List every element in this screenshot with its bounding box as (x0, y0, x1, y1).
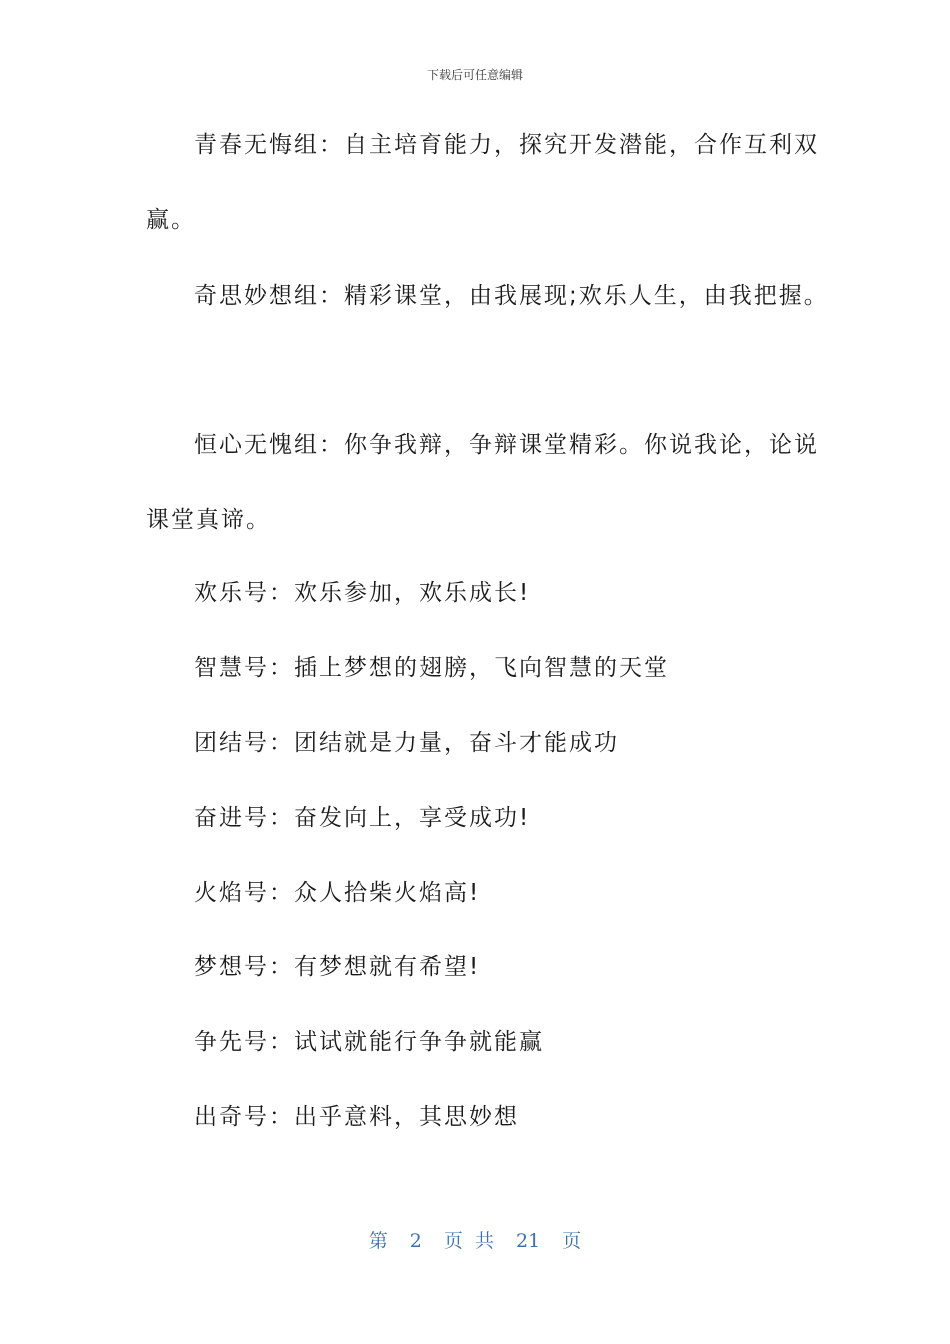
paragraph-line-continued: 赢。 (146, 207, 196, 233)
footer-middle: 页 共 (443, 1230, 494, 1252)
page-footer (0, 1226, 950, 1253)
footer-page-number: 2 (409, 1230, 422, 1252)
paragraph-line: 恒心无愧组：你争我辩，争辩课堂精彩。你说我论，论说 (194, 432, 819, 458)
paragraph-line: 出奇号：出乎意料，其思妙想 (194, 1104, 519, 1130)
paragraph-line: 奇思妙想组：精彩课堂，由我展现;欢乐人生，由我把握。 (194, 283, 829, 309)
paragraph-line: 欢乐号：欢乐参加，欢乐成长! (194, 580, 531, 606)
paragraph-line: 争先号：试试就能行争争就能赢 (194, 1029, 544, 1055)
footer-suffix: 页 (562, 1230, 582, 1252)
paragraph-line: 梦想号：有梦想就有希望! (194, 954, 481, 980)
paragraph-line: 团结号：团结就是力量，奋斗才能成功 (194, 730, 619, 756)
footer-prefix: 第 (368, 1230, 388, 1252)
paragraph-line: 火焰号：众人拾柴火焰高! (194, 880, 481, 906)
page-header: 下载后可任意编辑 (426, 68, 523, 82)
footer-total-pages: 21 (516, 1230, 541, 1252)
paragraph-line: 青春无悔组：自主培育能力，探究开发潜能，合作互利双 (194, 132, 819, 158)
paragraph-line: 智慧号：插上梦想的翅膀，飞向智慧的天堂 (194, 655, 669, 681)
paragraph-line: 奋进号：奋发向上，享受成功! (194, 805, 531, 831)
paragraph-line-continued: 课堂真谛。 (146, 507, 271, 533)
